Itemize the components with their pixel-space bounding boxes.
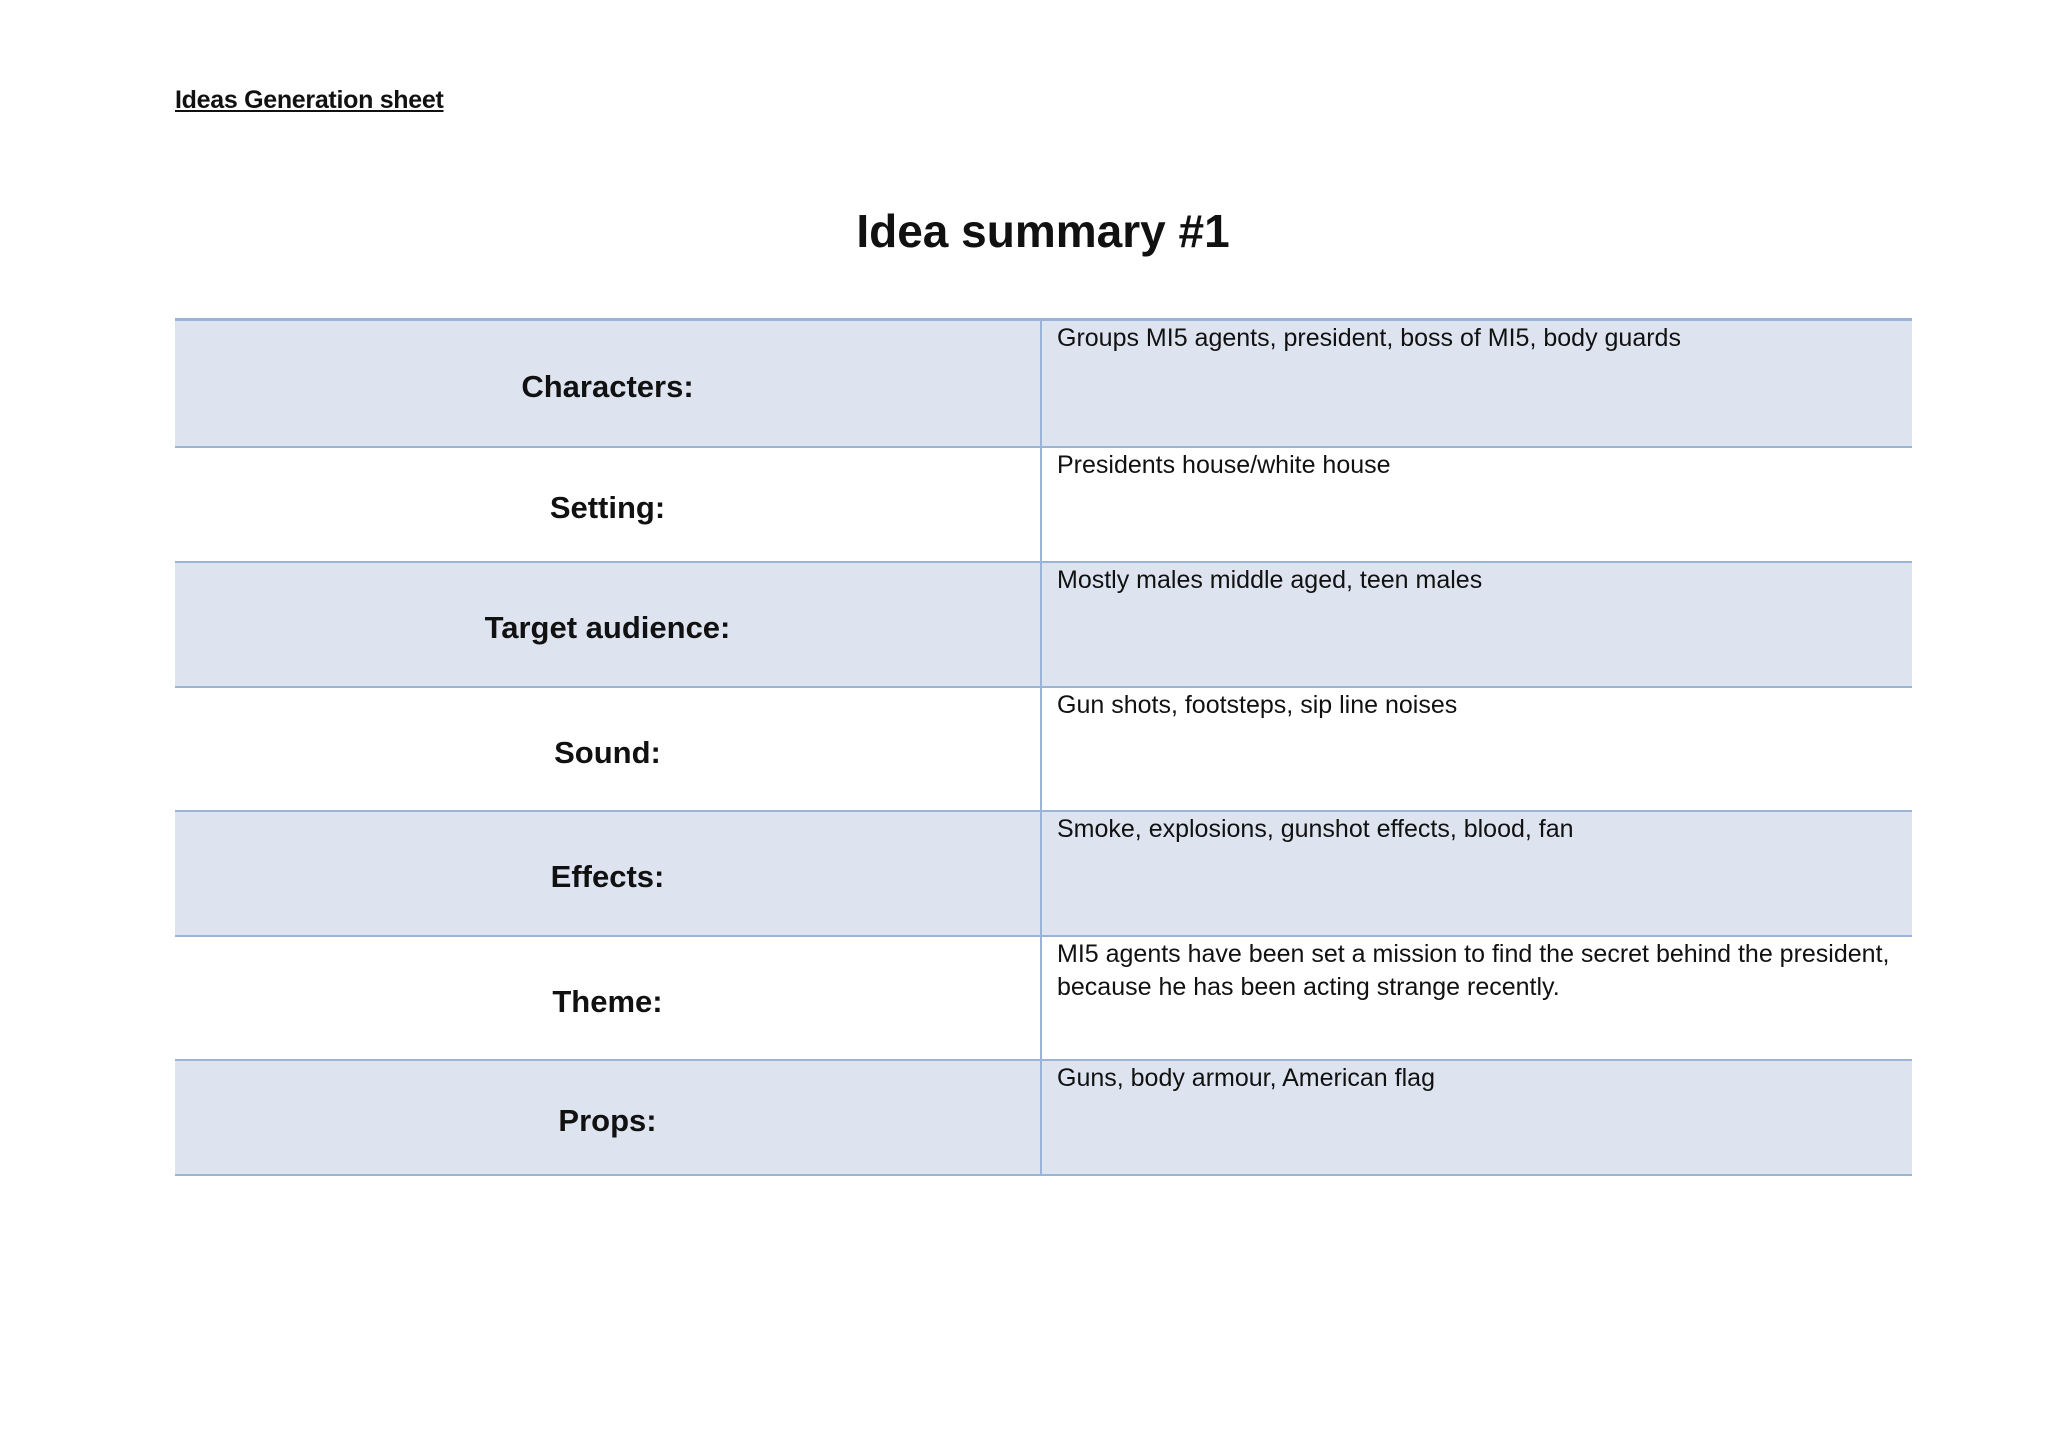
table-row-theme [175,936,1912,1060]
page-title: Idea summary #1 [856,205,1230,257]
table-row-setting [175,447,1912,562]
table-row-characters [175,320,1912,447]
row-label: Target audience: [175,562,1041,687]
row-value: Groups MI5 agents, president, boss of MI5, body guards [1041,320,1912,447]
table-row-props [175,1060,1912,1175]
table-row-sound [175,687,1912,811]
row-value: Gun shots, footsteps, sip line noises [1041,687,1912,811]
row-value: Smoke, explosions, gunshot effects, blood, fan [1041,811,1912,936]
row-value: Presidents house/white house [1041,447,1912,562]
idea-summary-table [175,318,1912,1176]
row-label: Props: [175,1060,1041,1175]
row-value: Guns, body armour, American flag [1041,1060,1912,1175]
row-label: Sound: [175,687,1041,811]
table-row-target-audience [175,562,1912,687]
table-row-effects [175,811,1912,936]
row-label: Theme: [175,936,1041,1060]
row-label: Effects: [175,811,1041,936]
row-label: Setting: [175,447,1041,562]
row-value: Mostly males middle aged, teen males [1041,562,1912,687]
row-label: Characters: [175,320,1041,447]
sheet-label: Ideas Generation sheet [175,86,444,114]
row-value: MI5 agents have been set a mission to find the secret behind the president, because he has been acting strange recently. [1041,936,1912,1060]
